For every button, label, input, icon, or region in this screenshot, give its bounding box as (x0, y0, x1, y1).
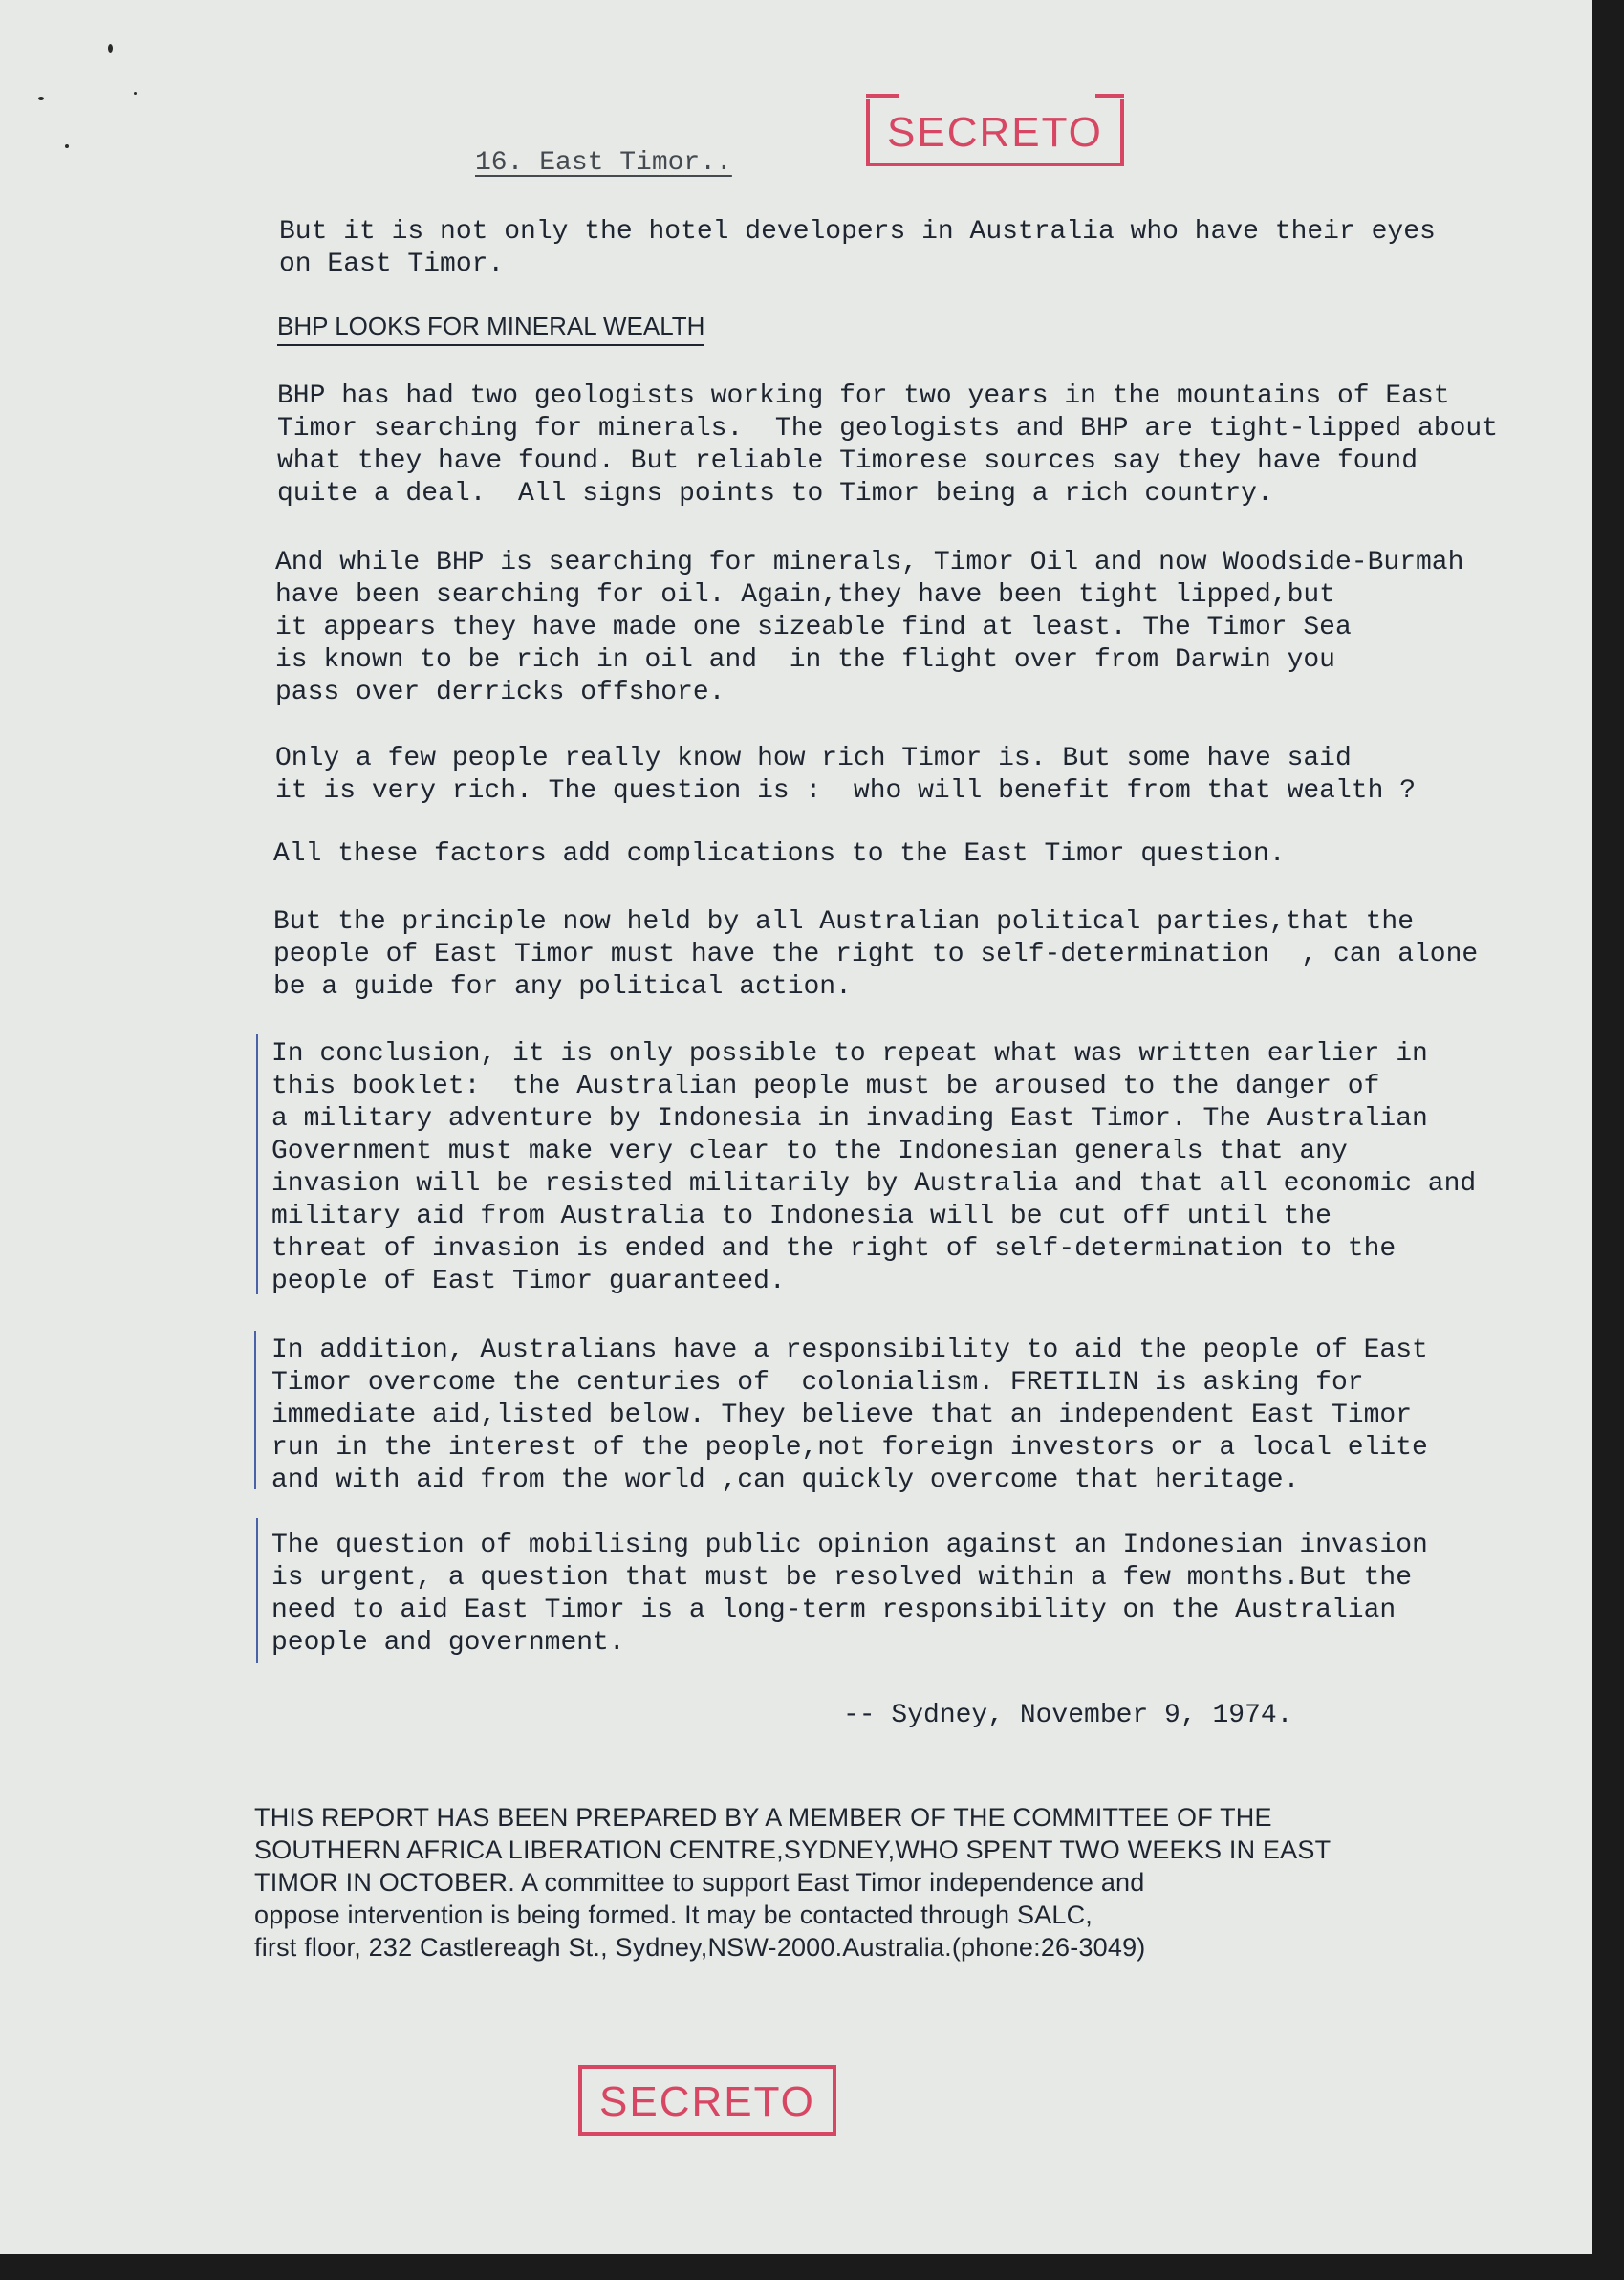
paragraph-conclusion: In conclusion, it is only possible to repeat what was written earlier in this booklet: the Australian people must be aroused to the danger of a military adventure by Indonesia in invading East Timor. The Australian Government must make very clear to the Indonesian generals that any invasion will be resisted militarily by Australia and that all economic and military aid from Australia to Indonesia will be cut off until the threat of invasion is ended and the right of self-determination to the people of East Timor guaranteed. (271, 1039, 1477, 1296)
paper-speck (108, 44, 113, 53)
paragraph-mobilising: The question of mobilising public opinion against an Indonesian invasion is urgent, a question that must be resolved within a few months.But the need to aid East Timor is a long-term responsibility on the Australian people and government. (271, 1531, 1428, 1658)
paper-speck (65, 144, 69, 148)
intro-paragraph: But it is not only the hotel developers in Australia who have their eyes on East Timor. (279, 217, 1436, 279)
secreto-stamp-bottom: SECRETO (578, 2065, 836, 2136)
paragraph-timor-wealth: Only a few people really know how rich Timor is. But some have said it is very rich. The question is : who will benefit from that wealth ? (275, 744, 1416, 806)
page-header: 16. East Timor.. (475, 148, 732, 178)
paragraph-addition: In addition, Australians have a responsibility to aid the people of East Timor overcome the centuries of colonialism. FRETILIN is asking for immediate aid,listed below. They believe that an independent East Timor run in the interest of the people,not foreign investors or a local elite and with aid from the world ,can quickly overcome that heritage. (271, 1335, 1428, 1495)
paragraph-complications: All these factors add complications to the East Timor question. (273, 839, 1286, 869)
secreto-stamp-top: SECRETO (866, 99, 1124, 166)
paragraph-bhp-geologists: BHP has had two geologists working for two years in the mountains of East Timor searching for minerals. The geologists and BHP are tight-lipped about what they have found. But reliable Timorese sources say they have found quite a deal. All signs points to Timor being a rich country. (277, 381, 1499, 509)
margin-mark-addition (254, 1331, 256, 1489)
margin-mark-conclusion (256, 1034, 258, 1294)
paragraph-oil-search: And while BHP is searching for minerals, Timor Oil and now Woodside-Burmah have been searching for oil. Again,they have been tight lipped,but it appears they have made one sizeable find at least. The Timor Sea is known to be rich in oil and in the flight over from Darwin you pass over derricks offshore. (275, 548, 1464, 707)
margin-mark-mobilising (256, 1518, 258, 1663)
closing-note: THIS REPORT HAS BEEN PREPARED BY A MEMBER OF THE COMMITTEE OF THE SOUTHERN AFRICA LIBERATION CENTRE,SYDNEY,WHO SPENT TWO WEEKS IN EAST TIMOR IN OCTOBER. A committee to support East Timor independence and oppose intervention is being formed. It may be contacted through SALC, first floor, 232 Castlereagh St., Sydney,NSW-2000.Australia.(phone:26-3049) (254, 1803, 1332, 1962)
signature-line: -- Sydney, November 9, 1974. (843, 1701, 1293, 1730)
paragraph-self-determination: But the principle now held by all Australian political parties,that the people of East Timor must have the right to self-determination , can alone be a guide for any political action. (273, 907, 1479, 1002)
section-heading: BHP LOOKS FOR MINERAL WEALTH (277, 312, 704, 346)
paper-speck (134, 92, 137, 95)
paper-speck (38, 97, 44, 100)
